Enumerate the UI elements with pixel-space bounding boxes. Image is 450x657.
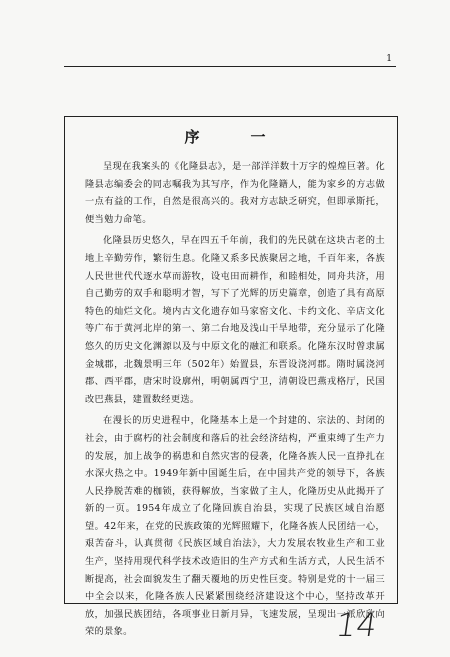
paragraph-3: 在漫长的历史进程中，化隆基本上是一个封建的、宗法的、封闭的社会，由于腐朽的社会制度和落后的社会经济结构，严重束缚了生产力的发展，加上战争的祸患和自然灾害的侵袭，化隆各族人民一直挣扎在水深火热之中。1949年新中国诞生后，在中国共产党的领导下，各族人民挣脱苦难的枷锁，获得解放，当家做了主人，化隆历史从此揭开了新的一页。1954年成立了化隆回族自治县，实现了民族区域自治愿望。42年来，在党的民族政策的光辉照耀下，化隆各族人民团结一心，艰苦奋斗，认真贯彻《民族区域自治法》，大力发展农牧业生产和工业生产，坚持用现代科学技术改造旧的生产方式和生活方式，人民生活不断提高，社会面貌发生了翻天覆地的历史性巨变。特别是党的十一届三中全会以来，化隆各族人民紧紧围绕经济建设这个中心，坚持改革开放，加强民族团结，各项事业日新月异，飞速发展，呈现出一派欣欣向荣的景象。 <box>85 415 385 638</box>
header-rule <box>64 66 396 67</box>
body-text <box>85 158 385 645</box>
page-number: 1 <box>386 54 392 64</box>
paragraph-2: 化隆县历史悠久，早在四五千年前，我们的先民就在这块古老的土地上辛勤劳作，繁衍生息。化隆又系多民族聚居之地，千百年来，各族人民世世代代逐水草而游牧，设屯田而耕作，和睦相处，同舟共济，用自己勤劳的双手和聪明才智，写下了光辉的历史篇章，创造了具有高原特色的灿烂文化。境内古文化遗存如马家窑文化、卡约文化、辛店文化等广布于黄河北岸的第一、第二台地及浅山干旱地带，充分显示了化隆悠久的历史文化渊源以及与中原文化的融汇和联系。化隆东汉时曾隶属金城郡，北魏景明三年（502年）始置县，东晋设浇河郡。隋时属浇河郡、西平郡，唐宋时设廓州，明朝属西宁卫，清朝设巴燕戎格厅，民国改巴燕县，建置数经更迭。 <box>85 235 385 405</box>
paragraph-1: 呈现在我案头的《化隆县志》，是一部洋洋数十万字的煌煌巨著。化隆县志编委会的同志嘱我为其写序，作为化隆籍人，能为家乡的方志做一点有益的工作，自然是很高兴的。我对方志缺乏研究，但即承斯托，便当勉力命笔。 <box>85 161 385 225</box>
handwritten-page-mark: 14 <box>333 606 380 644</box>
page-title: 序 一 <box>184 128 284 146</box>
